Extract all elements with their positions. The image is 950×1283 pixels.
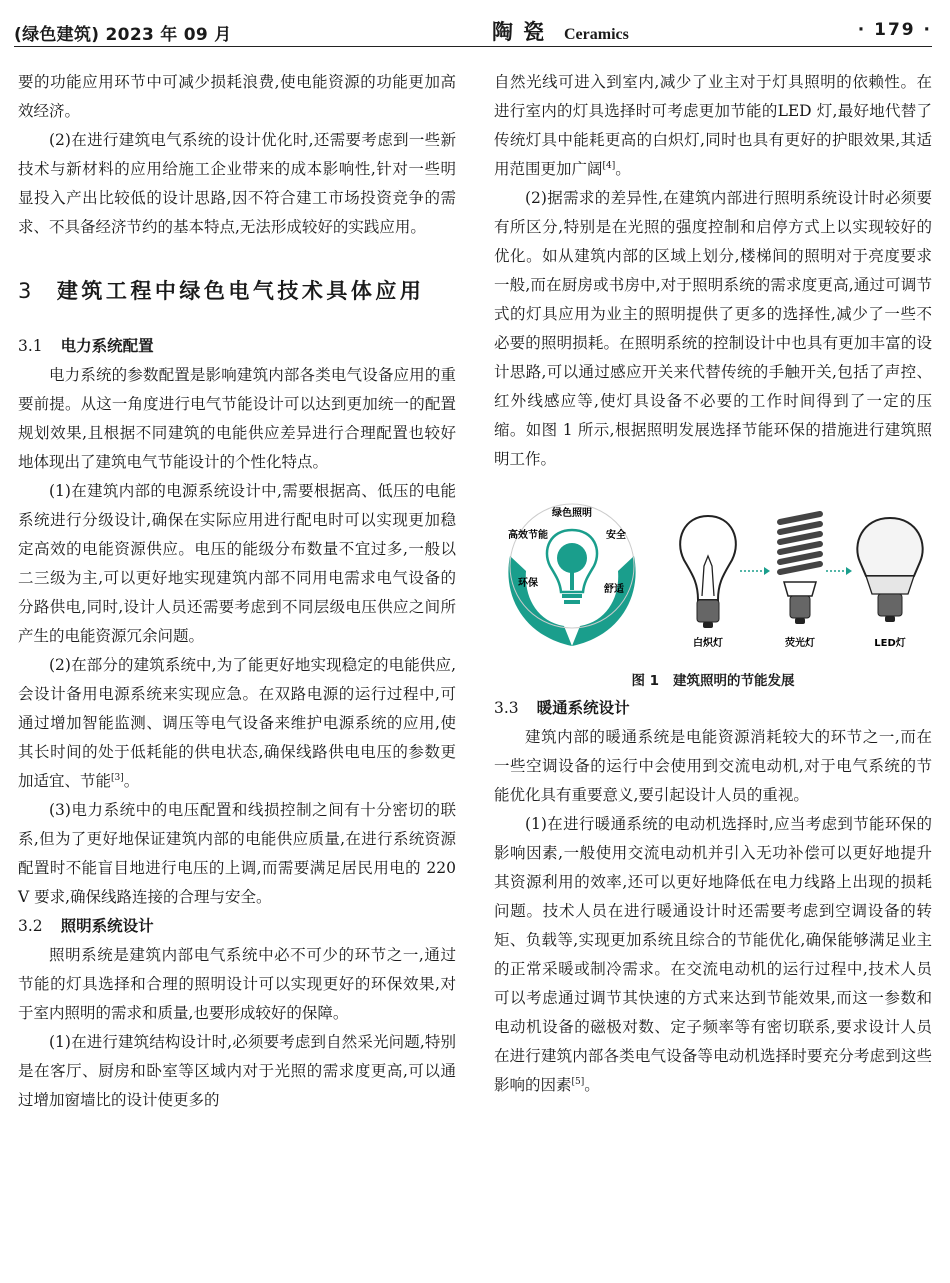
citation-ref: [3] (111, 773, 124, 783)
logo-word: 环保 (518, 578, 538, 589)
bulb-tip (885, 616, 895, 622)
figure-caption (494, 670, 932, 692)
bulb-glass (680, 516, 736, 600)
green-lighting-logo (508, 504, 636, 646)
issue-label: (绿色建筑) 2023 年 09 月 (14, 25, 232, 45)
section-heading (18, 276, 456, 306)
bulb-label: LED灯 (874, 638, 906, 649)
caption-text: 建筑照明的节能发展 (673, 673, 795, 689)
logo-word: 绿色照明 (552, 508, 592, 519)
paragraph-text: (2)在部分的建筑系统中,为了能更好地实现稳定的电能供应,会设计备用电源系统来实现应急。在双路电源的运行过程中,可通过增加智能监测、调压等电气设备来维护电源系统的应用,使其长时间的处于低耗能的供电状态,确保线路供电电压的参数更加适宜、节能 (18, 656, 456, 790)
subsection-title: 照明系统设计 (60, 917, 154, 935)
figure-1 (494, 496, 932, 656)
section-number: 3 (18, 279, 35, 303)
paragraph-end: 。 (584, 1076, 600, 1094)
led-bulb (857, 518, 922, 649)
led-housing (866, 576, 914, 594)
bulb-base (564, 600, 580, 604)
subsection-number: 3.3 (494, 699, 519, 717)
citation-ref: [4] (602, 161, 616, 171)
journal-title-en: Ceramics (564, 26, 629, 43)
paragraph (494, 68, 932, 184)
led-dome (857, 518, 922, 576)
paragraph (494, 810, 932, 1100)
bulb-label: 白炽灯 (693, 638, 723, 649)
paragraph: (1)在建筑内部的电源系统设计中,需要根据高、低压的电能系统进行分级设计,确保在实际应用进行配电时可以实现更加稳定高效的电能资源供应。电压的能级分布数量不宜过多,一般以二三级为主,可以更好地实现建筑内部不同用电需求电气设备的分路供电,同时,设计人员还需要考虑到不同层级电压供应之间所产生的电能资源冗余问题。 (18, 482, 456, 645)
paragraph-text: (1)在进行暖通系统的电动机选择时,应当考虑到节能环保的影响因素,一般使用交流电动机并引入无功补偿可以更好地提升其资源利用的效率,还可以更好地降低在电力线路上出现的损耗问题。技术人员在进行暖通设计时还需要考虑到空调设备的转矩、负载等,实现更加系统且综合的节能优化,确保能够满足业主的正常采暖或制冷需求。在交流电动机的运行过程中,技术人员可以考虑通过调节其快速的方式来达到节能效果,而这一参数和电动机设备的磁极对数、定子频率等有密切联系,要求设计人员在进行建筑内部各类电气设备等电动机选择时要充分考虑到这些影响的因素 (494, 815, 932, 1094)
paragraph: 电力系统的参数配置是影响建筑内部各类电气设备应用的重要前提。从这一角度进行电气节能设计可以达到更加统一的配置规划效果,且根据不同建筑的电能供应差异进行合理配置也较好地体现出了建筑电气节能设计的个性化特点。 (18, 366, 456, 471)
paragraph: (2)据需求的差异性,在建筑内部进行照明系统设计时必须要有所区分,特别是在光照的强度控制和启停方式上以实现较好的优化。如从建筑内部的区域上划分,楼梯间的照明对于亮度要求一般,而在厨房或书房中,对于照明系统的需求度更高,通过可调节式的灯具应用为业主的照明提供了更多的选择性,减少了一些不必要的照明损耗。在照明系统的控制设计中也具有更加丰富的设计思路,可以通过感应开关来代替传统的手触开关,包括了声控、红外线感应等,使灯具设备不必要的工作时间得到了一定的压缩。如图 1 所示,根据照明发展选择节能环保的措施进行建筑照明工作。 (494, 189, 932, 468)
page-number: · 179 · (857, 20, 932, 40)
bulb-base (878, 594, 902, 616)
subsection-title: 暖通系统设计 (536, 699, 630, 717)
cfl-spiral (780, 514, 820, 572)
fluorescent-bulb (780, 514, 820, 649)
arrow-head-icon (764, 567, 770, 575)
journal-title-cn: 陶瓷 (492, 19, 554, 44)
bulb-base (697, 600, 719, 622)
paragraph: (1)在进行建筑结构设计时,必须要考虑到自然采光问题,特别是在客厅、厨房和卧室等区域内对于光照的需求度更高,可以通过增加窗墙比的设计使更多的 (18, 1033, 456, 1109)
arrow-head-icon (846, 567, 852, 575)
bulb-tip (795, 618, 805, 624)
subsection-number: 3.2 (18, 917, 43, 935)
paragraph-text: 自然光线可进入到室内,减少了业主对于灯具照明的依赖性。在进行室内的灯具选择时可考虑更加节能的LED 灯,最好地代替了传统灯具中能耗更高的白炽灯,同时也具有更好的护眼效果,其适用范围更加广阔 (494, 73, 932, 178)
incandescent-bulb (680, 516, 736, 649)
left-column (18, 68, 456, 1115)
subsection-heading (18, 912, 456, 941)
paragraph (18, 651, 456, 796)
caption-number: 图 1 (631, 673, 660, 689)
lighting-illustration (494, 496, 932, 656)
section-title: 建筑工程中绿色电气技术具体应用 (56, 279, 425, 303)
paragraph: 建筑内部的暖通系统是电能资源消耗较大的环节之一,而在一些空调设备的运行中会使用到交流电动机,对于电气系统的节能优化具有重要意义,要引起设计人员的重视。 (494, 728, 932, 804)
paragraph: (2)在进行建筑电气系统的设计优化时,还需要考虑到一些新技术与新材料的应用给施工企业带来的成本影响性,针对一些明显投入产出比较低的设计思路,因不符合建工市场投资竞争的需求、不具备经济节约的基本特点,无法形成较好的实践应用。 (18, 131, 456, 236)
journal-title (492, 16, 629, 46)
subsection-heading (494, 694, 932, 723)
page-header (14, 14, 932, 47)
citation-ref: [5] (571, 1077, 585, 1087)
logo-word: 高效节能 (508, 530, 548, 541)
bulb-tip (703, 622, 713, 628)
tree-trunk (570, 568, 574, 590)
paragraph: (3)电力系统中的电压配置和线损控制之间有十分密切的联系,但为了更好地保证建筑内部的电能供应质量,在进行系统资源配置时不能盲目地进行电压的上调,而需要满足居民用电的 220 V 要求,确保线路连接的合理与安全。 (18, 801, 456, 906)
paragraph: 要的功能应用环节中可减少损耗浪费,使电能资源的功能更加高效经济。 (18, 73, 456, 120)
logo-word: 安全 (606, 530, 626, 541)
paragraph: 照明系统是建筑内部电气系统中必不可少的环节之一,通过节能的灯具选择和合理的照明设计可以实现更好的环保效果,对于室内照明的需求和质量,也要形成较好的保障。 (18, 946, 456, 1022)
subsection-title: 电力系统配置 (60, 337, 154, 355)
right-column (494, 68, 932, 1100)
bulb-base (562, 594, 582, 598)
bulb-base (790, 596, 810, 618)
bulb-label: 荧光灯 (785, 638, 815, 649)
subsection-heading (18, 332, 456, 361)
logo-word: 舒适 (604, 584, 624, 595)
cfl-housing (784, 582, 816, 596)
paragraph-end: 。 (123, 772, 140, 790)
subsection-number: 3.1 (18, 337, 43, 355)
paragraph-end: 。 (615, 160, 631, 178)
